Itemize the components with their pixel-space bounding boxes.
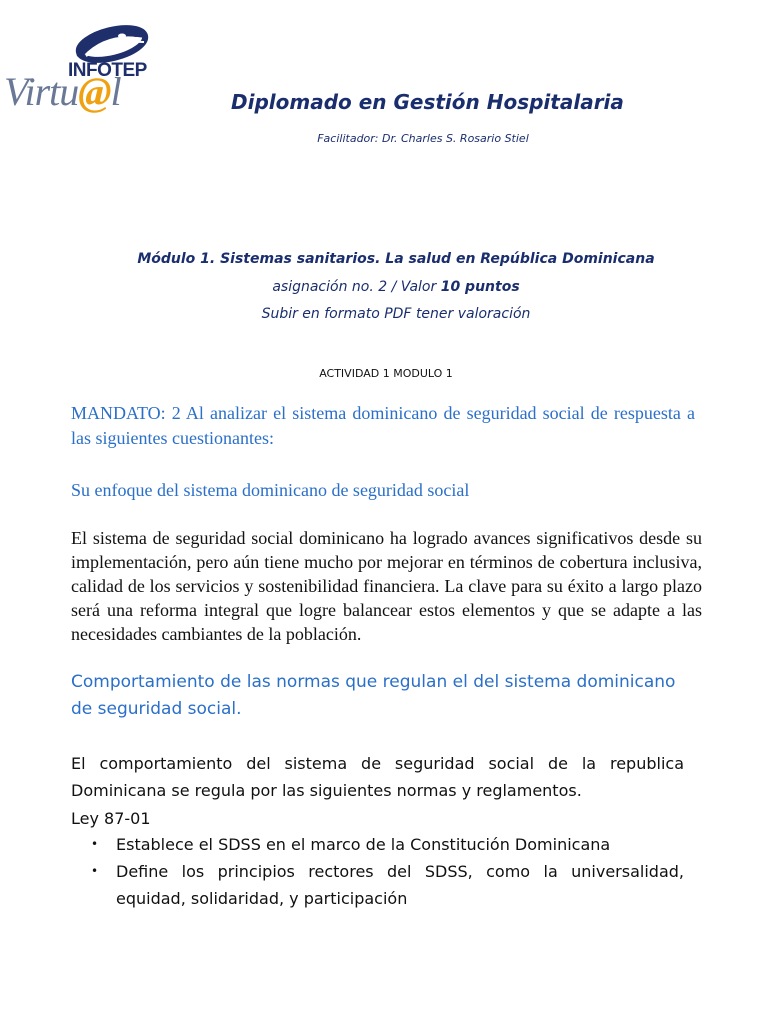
bullet-icon: • bbox=[91, 864, 99, 878]
points-value: 10 puntos bbox=[440, 279, 520, 295]
module-heading: Módulo 1. Sistemas sanitarios. La salud en República Dominicana bbox=[137, 251, 655, 267]
upload-instruction: Subir en formato PDF tener valoración bbox=[261, 306, 531, 322]
enfoque-heading: Su enfoque del sistema dominicano de seguridad social bbox=[71, 480, 470, 500]
logo-script-text: Virtu@l bbox=[4, 69, 121, 114]
normas-heading: Comportamiento de las normas que regulan el del sistema dominicano de seguridad social. bbox=[71, 672, 676, 719]
enfoque-paragraph: El sistema de seguridad social dominicano ha logrado avances significativos desde su implementación, pero aún tiene mucho por mejorar en términos de cobertura inclusiva, calidad de los servicios y sostenibilidad financiera. La clave para su éxito a largo plazo será una reforma integral que logre balancear estos elementos y que se adapte a las necesidades cambiantes de la población. bbox=[71, 528, 702, 644]
ley-bullet-list bbox=[71, 831, 684, 912]
list-item: • Define los principios rectores del SDSS, como la universalidad, equidad, solidaridad, y participación bbox=[71, 858, 684, 912]
facilitator-line: Facilitador: Dr. Charles S. Rosario Stiel bbox=[317, 132, 529, 145]
activity-label: ACTIVIDAD 1 MODULO 1 bbox=[319, 367, 453, 380]
normas-paragraph: El comportamiento del sistema de seguridad social de la republica Dominicana se regula por las siguientes normas y reglamentos. bbox=[71, 754, 684, 800]
ley-label: Ley 87-01 bbox=[71, 809, 151, 828]
list-item: • Establece el SDSS en el marco de la Constitución Dominicana bbox=[71, 831, 684, 858]
assignment-line: asignación no. 2 / Valor 10 puntos bbox=[272, 279, 520, 295]
logo-brand-text: INFOTEP bbox=[68, 60, 147, 81]
mandato-text: MANDATO: 2 Al analizar el sistema dominicano de seguridad social de respuesta a las siguientes cuestionantes: bbox=[71, 403, 695, 448]
bullet-icon: • bbox=[91, 837, 99, 851]
page-title: Diplomado en Gestión Hospitalaria bbox=[231, 90, 624, 114]
infotep-virtual-logo bbox=[4, 22, 162, 114]
